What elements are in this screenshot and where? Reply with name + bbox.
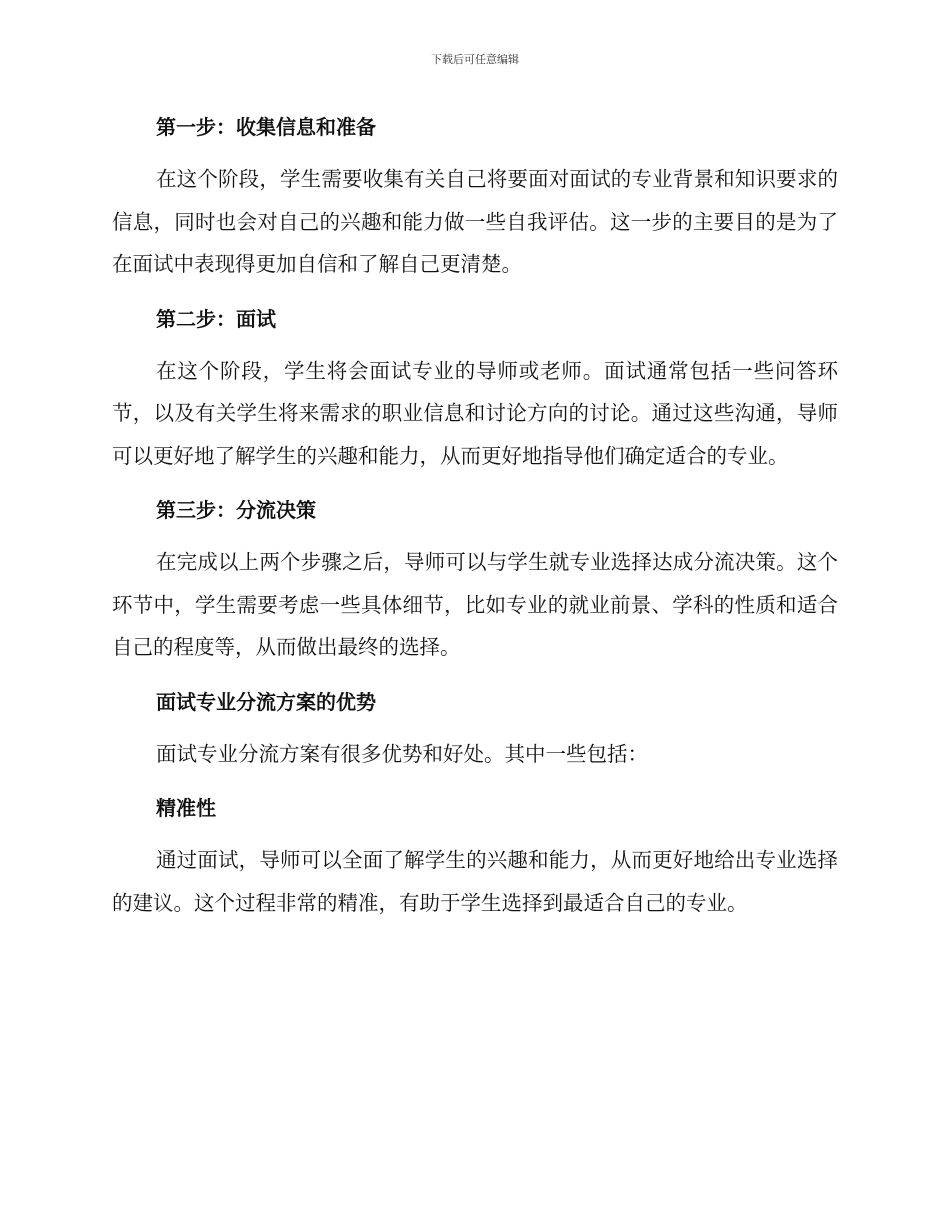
section-paragraph-step3: 在完成以上两个步骤之后，导师可以与学生就专业选择达成分流决策。这个环节中，学生需要考虑一些具体细节，比如专业的就业前景、学科的性质和适合自己的程度等，从而做出最终的选择。 xyxy=(112,550,838,659)
document-body xyxy=(112,106,838,924)
section-heading-step2: 第二步：面试 xyxy=(156,306,276,331)
page-header-note: 下载后可任意编辑 xyxy=(431,53,519,66)
section-paragraph-step1: 在这个阶段，学生需要收集有关自己将要面对面试的专业背景和知识要求的信息，同时也会对自己的兴趣和能力做一些自我评估。这一步的主要目的是为了在面试中表现得更加自信和了解自己更清楚。 xyxy=(112,167,838,276)
section-paragraph-precision: 通过面试，导师可以全面了解学生的兴趣和能力，从而更好地给出专业选择的建议。这个过程非常的精准，有助于学生选择到最适合自己的专业。 xyxy=(112,848,838,915)
section-heading-step1: 第一步：收集信息和准备 xyxy=(156,115,376,139)
section-paragraph-advantages: 面试专业分流方案有很多优势和好处。其中一些包括： xyxy=(156,741,648,766)
section-heading-step3: 第三步：分流决策 xyxy=(156,498,316,522)
section-heading-precision: 精准性 xyxy=(156,796,216,820)
section-heading-advantages: 面试专业分流方案的优势 xyxy=(156,689,376,714)
section-paragraph-step2: 在这个阶段，学生将会面试专业的导师或老师。面试通常包括一些问答环节，以及有关学生将来需求的职业信息和讨论方向的讨论。通过这些沟通，导师可以更好地了解学生的兴趣和能力，从而更好地指导他们确定适合的专业。 xyxy=(112,358,838,468)
